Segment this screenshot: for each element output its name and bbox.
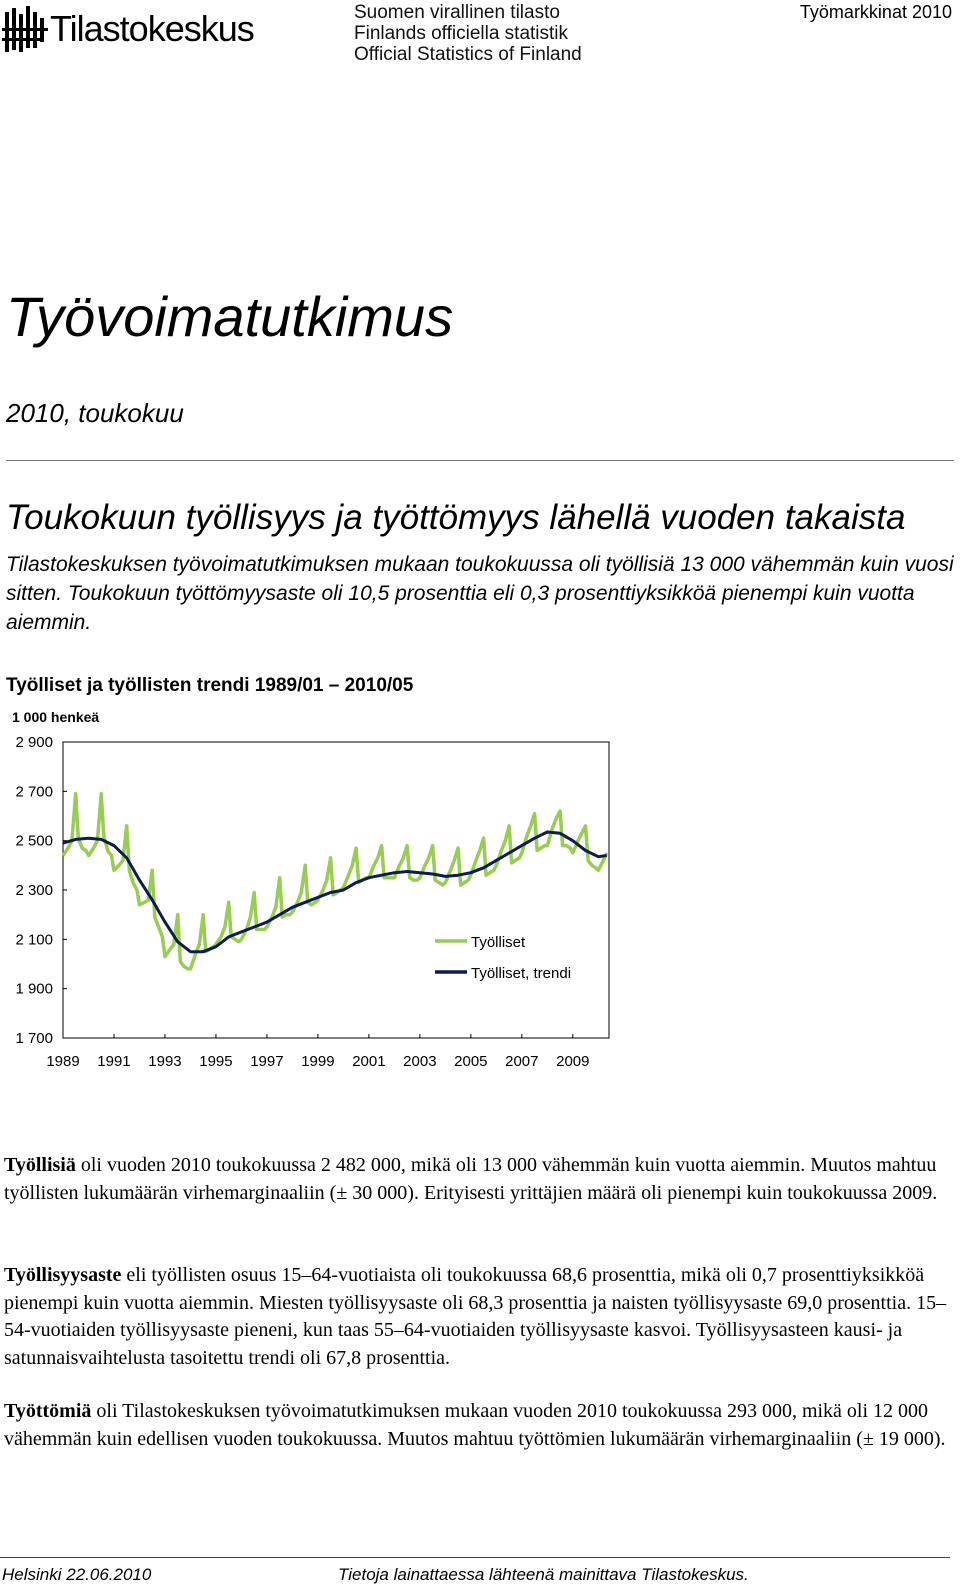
paragraph-employed: [4, 1152, 954, 1207]
x-tick-label: 2009: [556, 1053, 590, 1070]
x-tick-label: 2007: [505, 1053, 539, 1070]
logo-mark-icon: [2, 2, 50, 56]
y-tick-label: 1 900: [15, 980, 53, 998]
x-tick-label: 1999: [301, 1053, 335, 1070]
paragraph-keyword: Työllisiä: [4, 1154, 76, 1176]
x-tick-label: 2005: [454, 1053, 488, 1070]
official-line-en: Official Statistics of Finland: [354, 44, 582, 65]
x-tick-label: 1993: [148, 1053, 182, 1070]
y-tick-label: 2 500: [15, 832, 53, 850]
x-tick-label: 1989: [46, 1053, 80, 1070]
y-axis-label: 1 000 henkeä: [12, 709, 100, 725]
official-line-sv: Finlands officiella statistik: [354, 23, 569, 44]
y-tick-label: 1 700: [15, 1030, 53, 1047]
lead-text: Tilastokeskuksen työvoimatutkimuksen mukaan toukokuussa oli työllisiä 13 000 vähemmän kuin vuosi sitten. Toukokuun työttömyysaste oli 10,5 prosenttia eli 0,3 prosenttiyksikköä pienempi kuin vuotta aiemmin.: [6, 553, 954, 634]
footer-date: Helsinki 22.06.2010: [2, 1565, 152, 1584]
paragraph-keyword: Työllisyysaste: [4, 1264, 122, 1286]
section-label: Työmarkkinat 2010: [799, 2, 952, 22]
logo-text: Tilastokeskus: [50, 8, 254, 49]
y-tick-label: 2 900: [15, 734, 53, 751]
official-line-fi: Suomen virallinen tilasto: [354, 2, 560, 23]
x-tick-label: 2001: [352, 1053, 386, 1070]
paragraph-employment-rate: [4, 1262, 954, 1372]
paragraph-unemployed: [4, 1398, 954, 1453]
tilastokeskus-logo: [2, 2, 50, 61]
legend-label: Työlliset, trendi: [471, 965, 572, 982]
paragraph-text: oli Tilastokeskuksen työvoimatutkimuksen mukaan vuoden 2010 toukokuussa 293 000, mikä oli 12 000 vähemmän kuin edellisen vuoden toukokuussa. Muutos mahtuu työttömien lukumäärän virhemarginaaliin (± 19 000).: [4, 1400, 946, 1450]
paragraph-text: eli työllisten osuus 15–64-vuotiaista oli toukokuussa 68,6 prosenttia, mikä oli 0,7 prosenttiyksikköä pienempi kuin vuotta aiemmin. Miesten työllisyysaste oli 68,3 prosenttia ja naisten työllisyysaste 69,0 prosenttia. 15–54-vuotiaiden työllisyysaste pieneni, kun taas 55–64-vuotiaiden työllisyysaste kasvoi. Työllisyysasteen kausi- ja satunnaisvaihtelusta tasoitettu trendi oli 67,8 prosenttia.: [4, 1264, 947, 1369]
employment-chart: [0, 700, 640, 1085]
x-tick-label: 1991: [97, 1053, 131, 1070]
paragraph-text: oli vuoden 2010 toukokuussa 2 482 000, mikä oli 13 000 vähemmän kuin vuotta aiemmin. Muutos mahtuu työllisten lukumäärän virhemarginaaliin (± 30 000). Erityisesti yrittäjien määrä oli pienempi kuin toukokuussa 2009.: [4, 1154, 938, 1204]
y-tick-label: 2 100: [15, 931, 53, 949]
footer-citation-note: Tietoja lainattaessa lähteenä mainittava Tilastokeskus.: [338, 1565, 749, 1584]
x-tick-label: 2003: [403, 1053, 437, 1070]
chart-heading: Työlliset ja työllisten trendi 1989/01 – 2010/05: [6, 675, 414, 696]
page-subtitle: 2010, toukokuu: [6, 398, 184, 428]
legend-label: Työlliset: [471, 934, 526, 951]
x-tick-label: 1995: [199, 1053, 233, 1070]
page-title: Työvoimatutkimus: [6, 285, 454, 348]
paragraph-keyword: Työttömiä: [4, 1400, 92, 1422]
y-tick-label: 2 700: [15, 783, 53, 801]
y-tick-label: 2 300: [15, 882, 53, 899]
lead-heading: Toukokuun työllisyys ja työttömyys lähellä vuoden takaista: [6, 498, 906, 537]
title-divider: [6, 460, 954, 461]
official-statistics-label: [354, 2, 582, 65]
x-tick-label: 1997: [250, 1053, 284, 1070]
chart-svg: [0, 700, 640, 1080]
footer-divider: [0, 1557, 950, 1558]
